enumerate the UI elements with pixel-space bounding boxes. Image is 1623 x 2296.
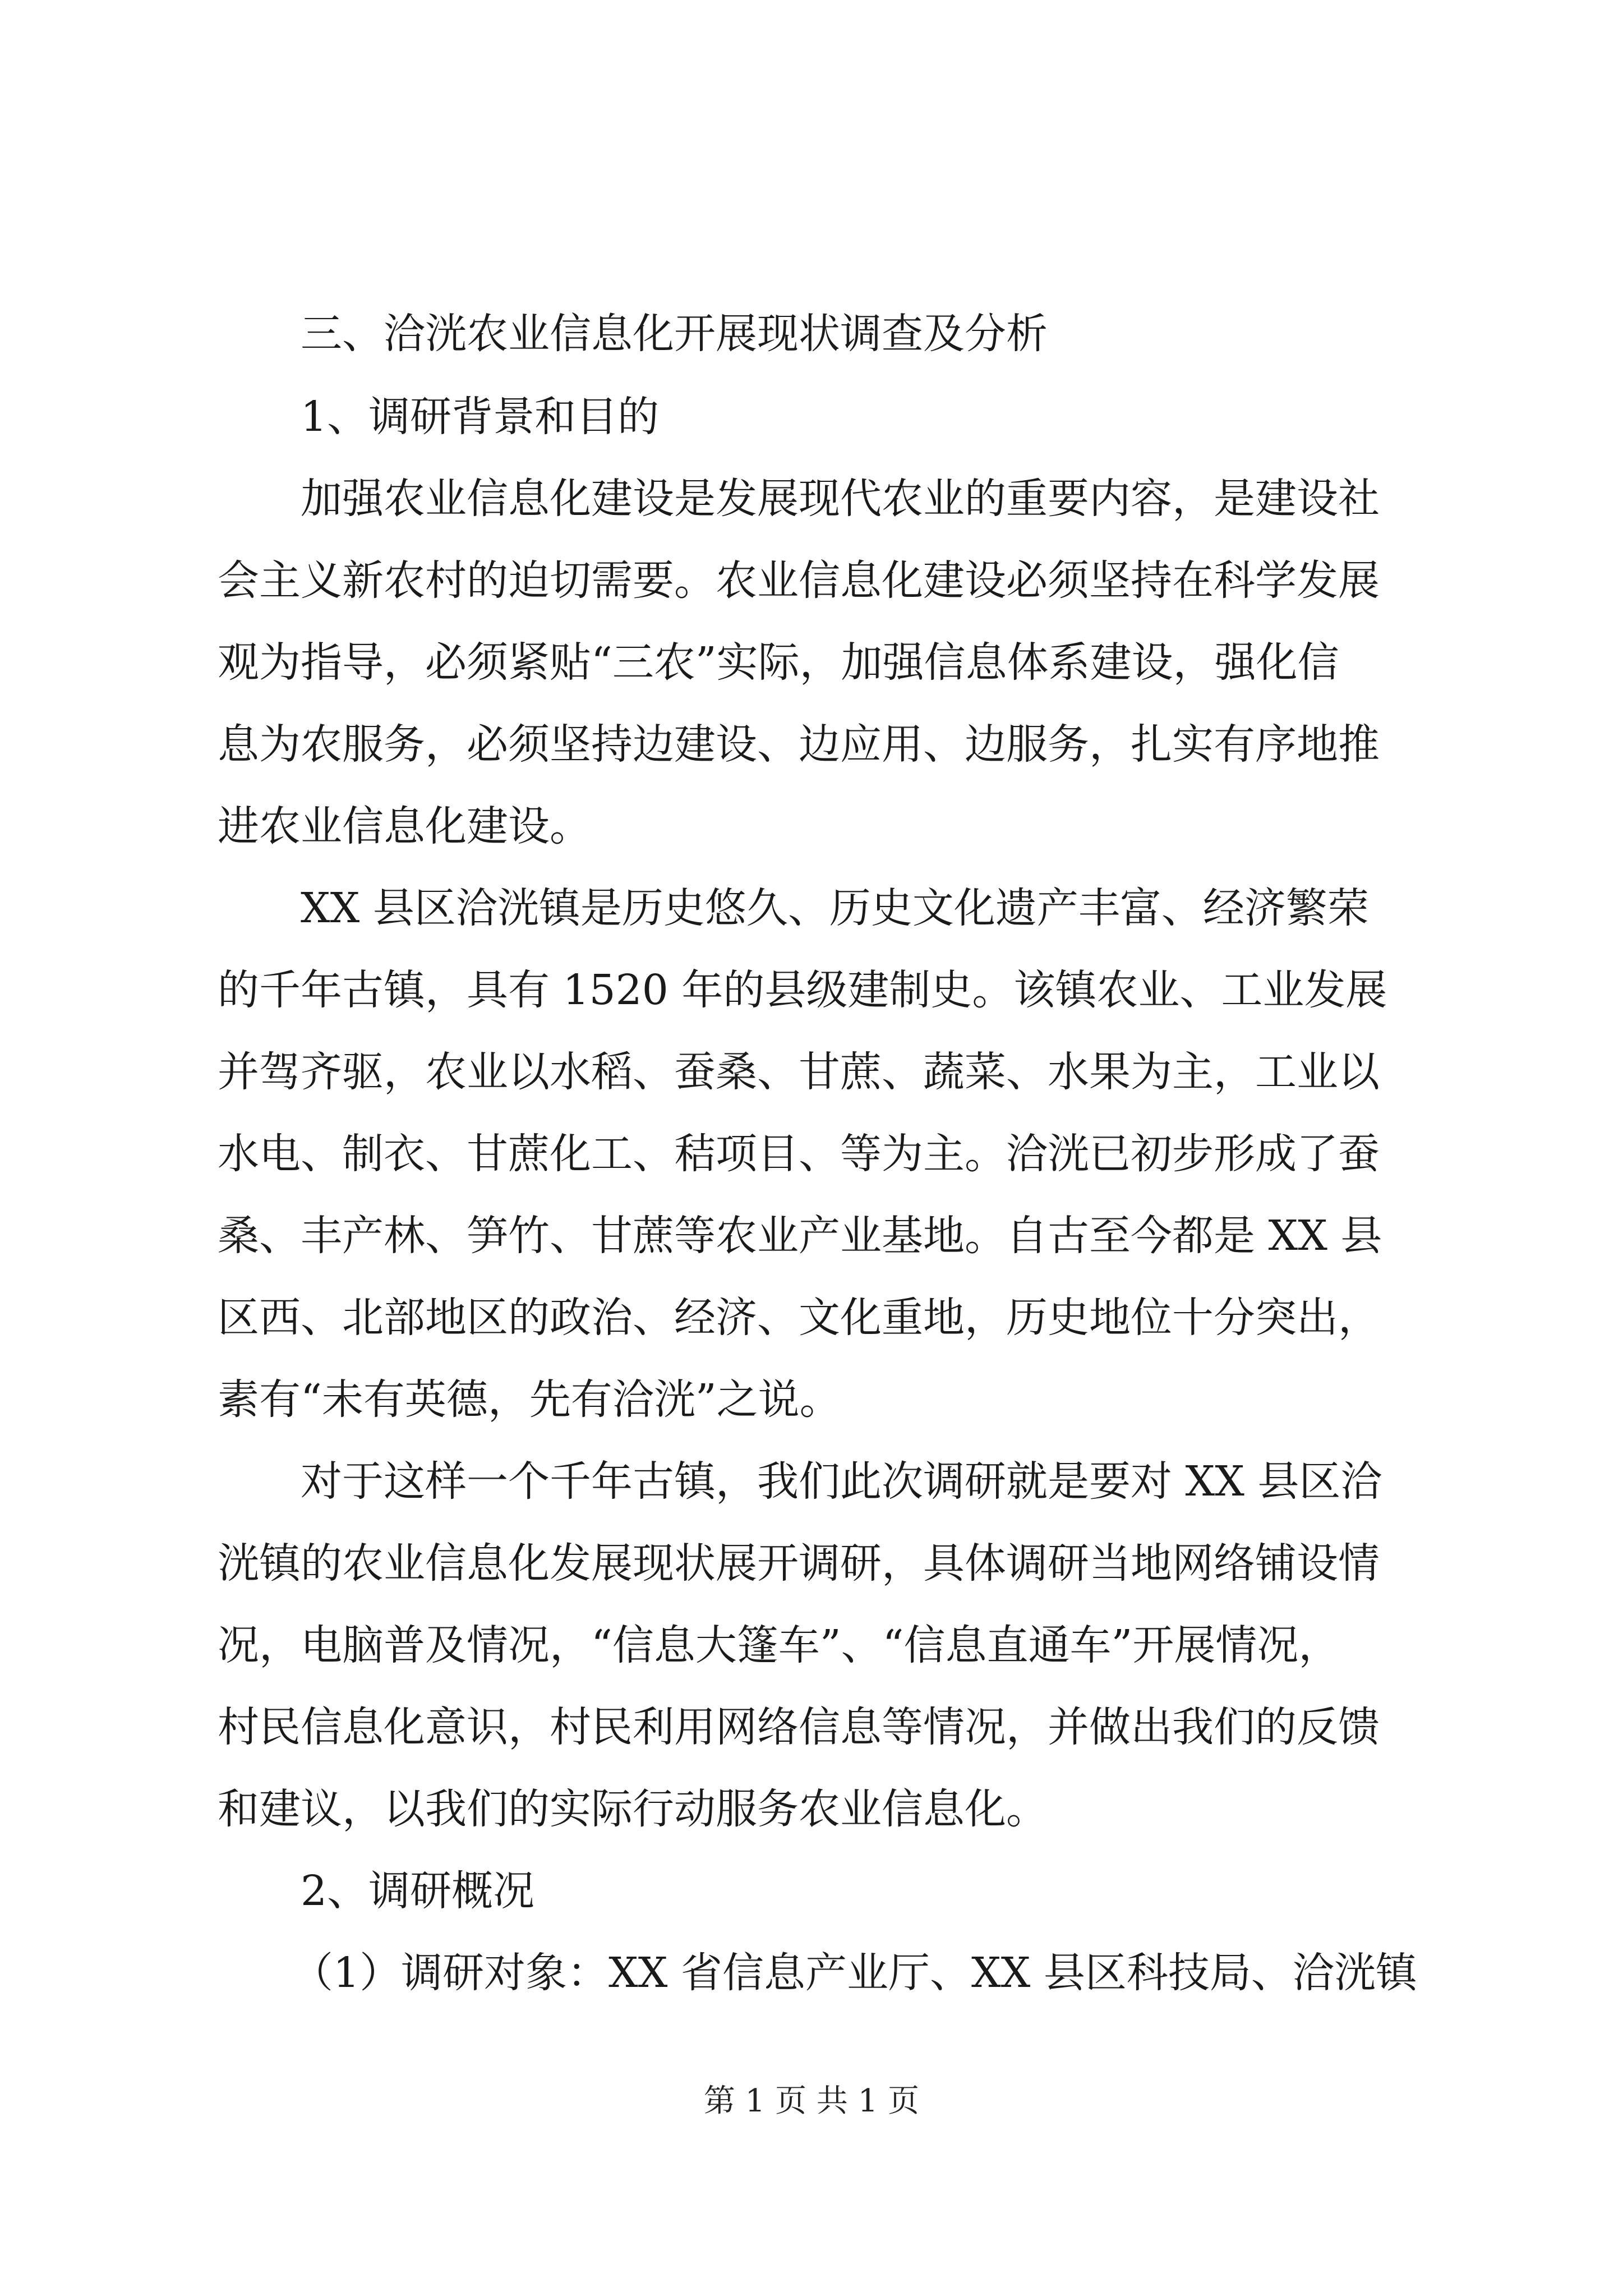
list-item: （1）调研对象：XX 省信息产业厅、XX 县区科技局、洽洸镇 — [292, 1949, 1417, 1997]
paragraph-line: 并驾齐驱，农业以水稻、蚕桑、甘蔗、蔬菜、水果为主，工业以 — [218, 1048, 1380, 1096]
paragraph-line: 对于这样一个千年古镇，我们此次调研就是要对 XX 县区洽 — [301, 1457, 1382, 1506]
paragraph-line: 进农业信息化建设。 — [218, 802, 591, 850]
paragraph-line: 水电、制衣、甘蔗化工、秸项目、等为主。洽洸已初步形成了蚕 — [218, 1130, 1380, 1178]
paragraph-line: XX 县区洽洸镇是历史悠久、历史文化遗产丰富、经济繁荣 — [301, 884, 1369, 932]
paragraph-line: 会主义新农村的迫切需要。农业信息化建设必须坚持在科学发展 — [218, 556, 1380, 605]
subsection-heading-overview: 2、调研概况 — [301, 1867, 535, 1915]
section-heading: 三、洽洸农业信息化开展现状调查及分析 — [301, 310, 1048, 358]
paragraph-line: 素有“未有英德，先有洽洸”之说。 — [218, 1375, 841, 1424]
paragraph-line: 桑、丰产林、笋竹、甘蔗等农业产业基地。自古至今都是 XX 县 — [218, 1212, 1382, 1260]
page-footer: 第 1 页 共 1 页 — [703, 2083, 920, 2119]
paragraph-line: 和建议，以我们的实际行动服务农业信息化。 — [218, 1785, 1048, 1833]
paragraph-line: 加强农业信息化建设是发展现代农业的重要内容，是建设社 — [301, 475, 1380, 523]
paragraph-line: 区西、北部地区的政治、经济、文化重地，历史地位十分突出， — [218, 1294, 1380, 1342]
paragraph-line: 村民信息化意识，村民利用网络信息等情况，并做出我们的反馈 — [218, 1703, 1380, 1751]
paragraph-line: 观为指导，必须紧贴“三农”实际，加强信息体系建设，强化信 — [218, 638, 1339, 687]
subsection-heading-background: 1、调研背景和目的 — [301, 393, 660, 441]
paragraph-line: 洸镇的农业信息化发展现状展开调研，具体调研当地网络铺设情 — [218, 1539, 1380, 1588]
paragraph-line: 的千年古镇，具有 1520 年的县级建制史。该镇农业、工业发展 — [218, 966, 1387, 1014]
paragraph-line: 息为农服务，必须坚持边建设、边应用、边服务，扎实有序地推 — [218, 720, 1380, 769]
paragraph-line: 况，电脑普及情况，“信息大篷车”、“信息直通车”开展情况， — [218, 1621, 1340, 1669]
